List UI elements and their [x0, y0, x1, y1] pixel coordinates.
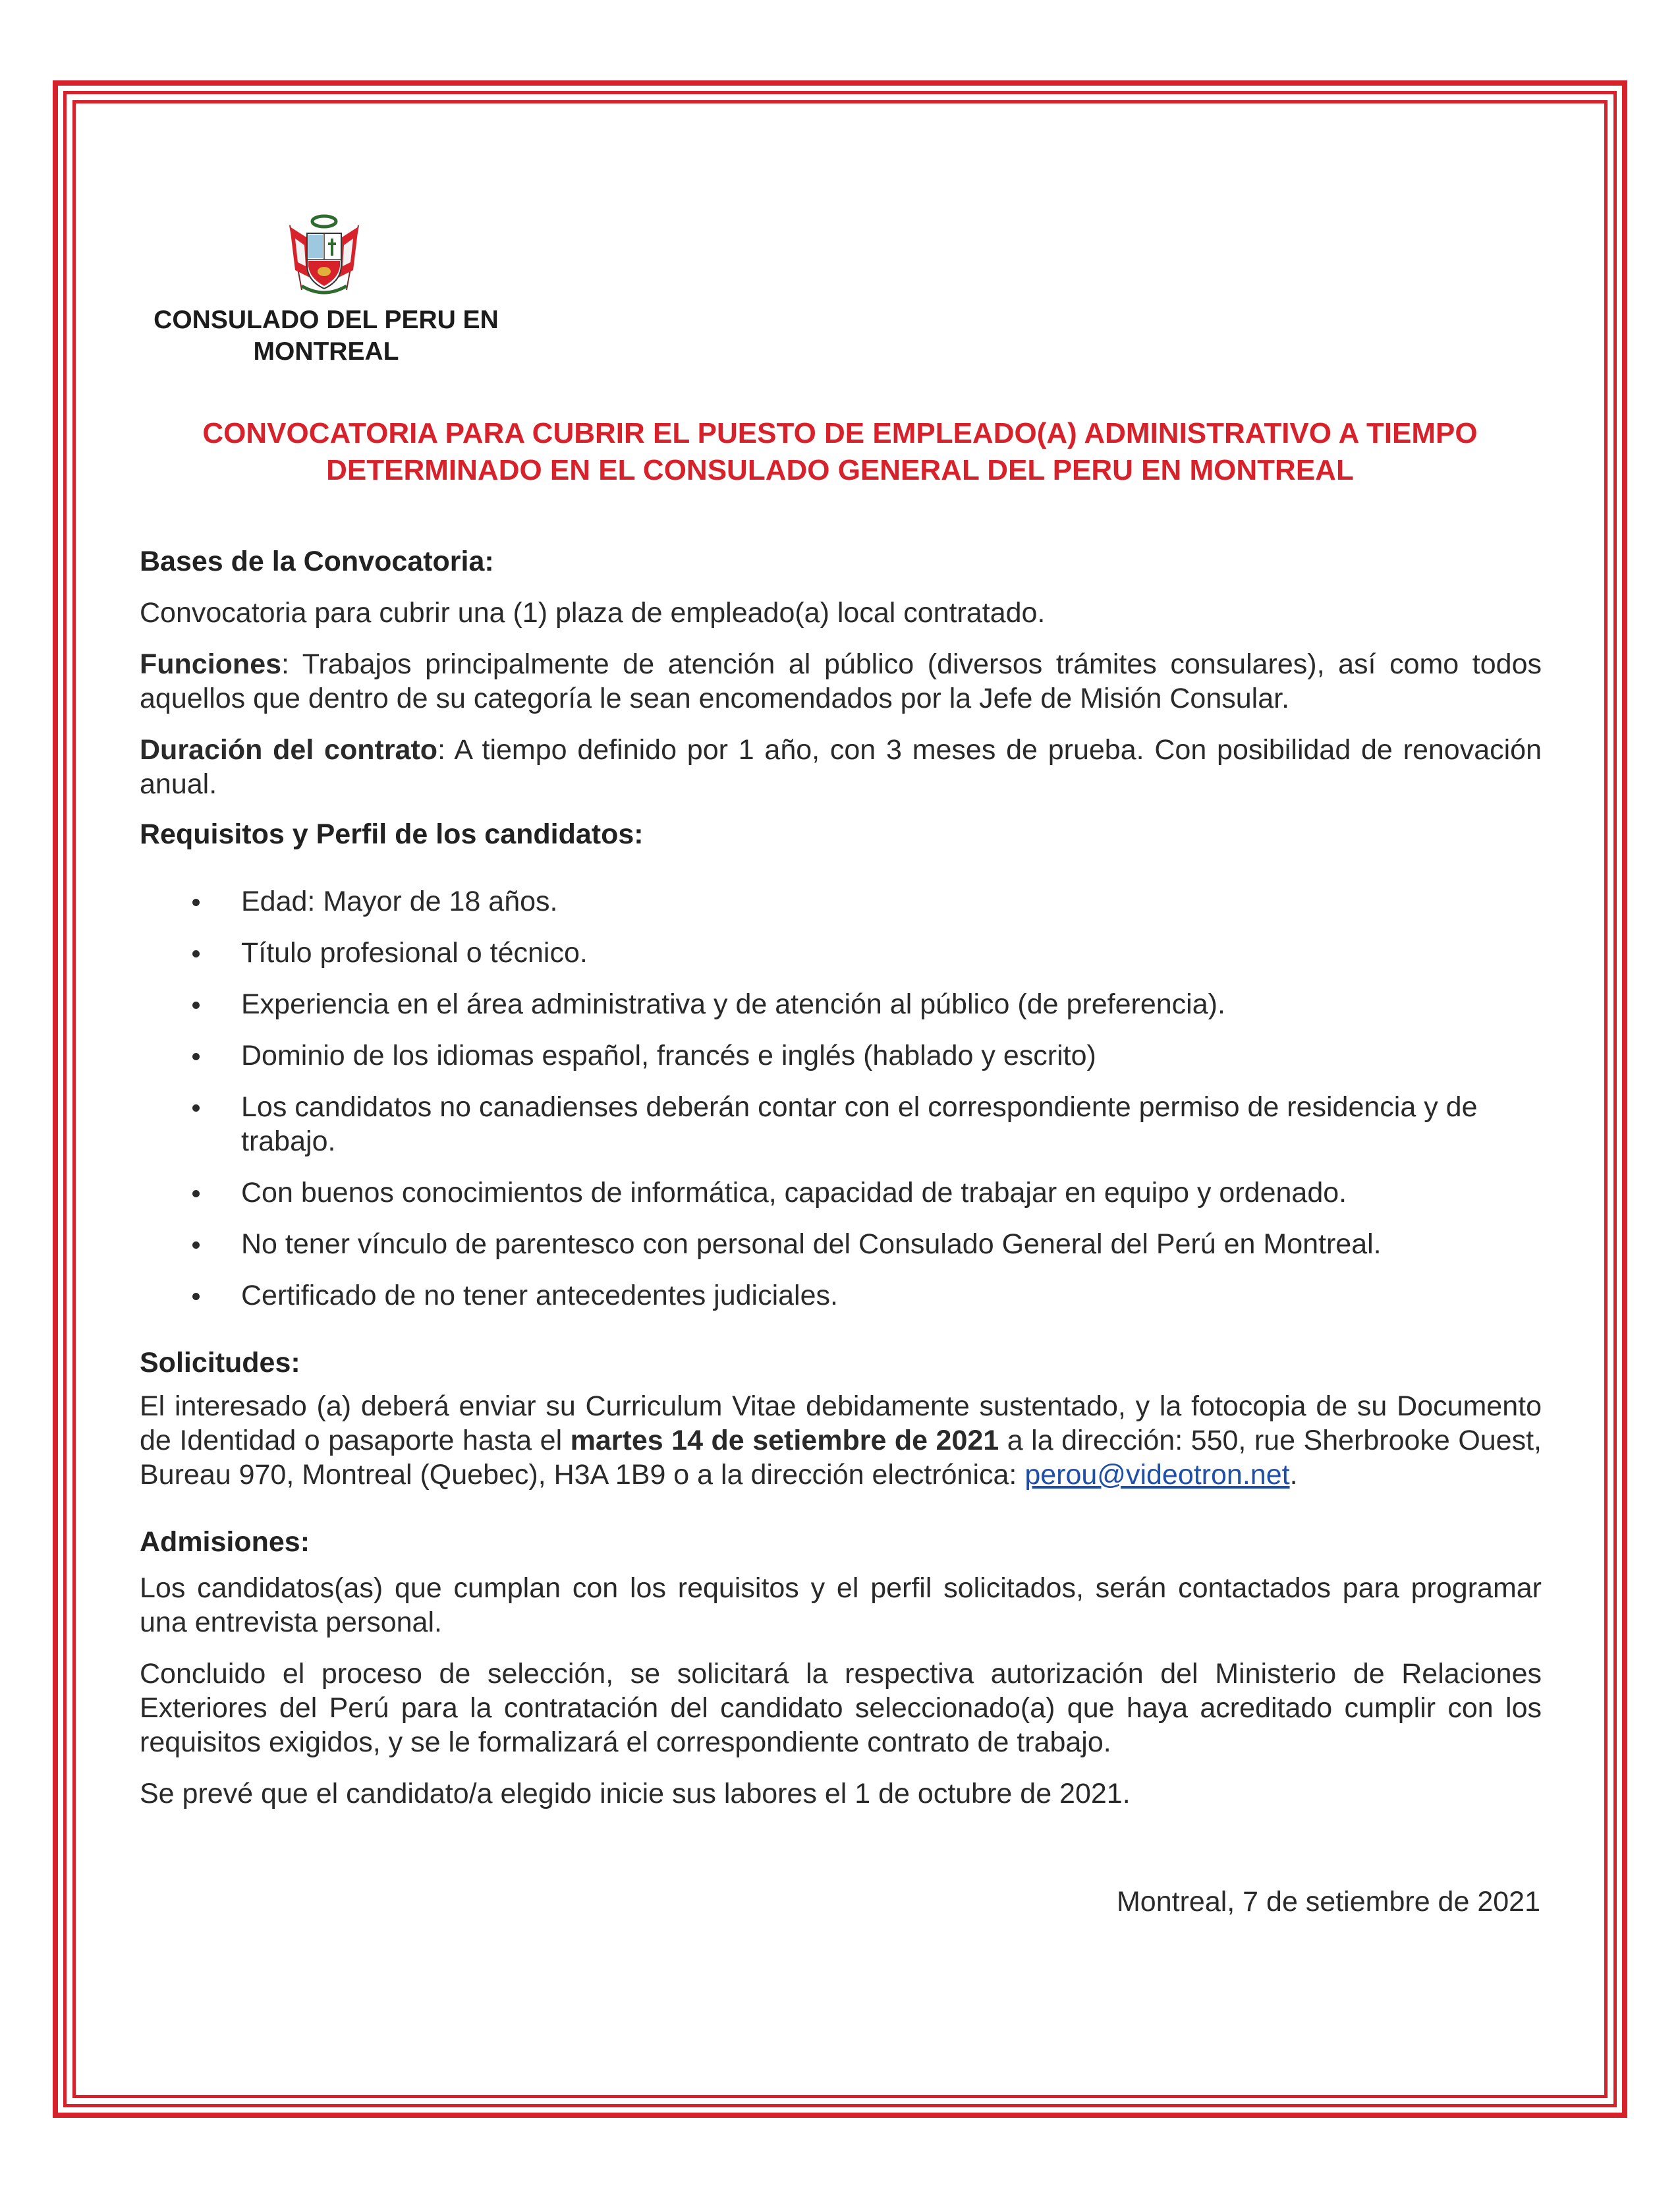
document-body	[140, 544, 1542, 1811]
duracion-paragraph	[140, 733, 1542, 801]
funciones-paragraph	[140, 647, 1542, 716]
bases-heading: Bases de la Convocatoria:	[140, 546, 494, 577]
document-title-line2: DETERMINADO EN EL CONSULADO GENERAL DEL PERU EN MONTREAL	[326, 454, 1354, 486]
admisiones-heading: Admisiones:	[140, 1526, 310, 1558]
requisito-item: Dominio de los idiomas español, francés e inglés (hablado y escrito)	[140, 1039, 1542, 1073]
requisito-item: No tener vínculo de parentesco con personal del Consulado General del Perú en Montreal.	[140, 1227, 1542, 1261]
peru-coat-of-arms-icon	[275, 212, 373, 304]
requisito-item: Título profesional o técnico.	[140, 936, 1542, 970]
signature-date: Montreal, 7 de setiembre de 2021	[1116, 1886, 1540, 1918]
requisito-item: Edad: Mayor de 18 años.	[140, 884, 1542, 919]
consulate-name	[132, 304, 520, 368]
solicitudes-text-before: El interesado (a) deberá enviar su Curriculum Vitae debidamente sustentado, y la fotocopia de su Documento de Identidad o pasaporte hasta el	[140, 1390, 1542, 1456]
bases-intro: Convocatoria para cubrir una (1) plaza de empleado(a) local contratado.	[140, 597, 1046, 629]
solicitudes-paragraph	[140, 1389, 1542, 1492]
requisito-item: Con buenos conocimientos de informática, capacidad de trabajar en equipo y ordenado.	[140, 1176, 1542, 1210]
requisito-item: Experiencia en el área administrativa y de atención al público (de preferencia).	[140, 987, 1542, 1021]
admisiones-paragraph-2: Concluido el proceso de selección, se solicitará la respectiva autorización del Ministerio de Relaciones Exteriores del Perú para la contratación del candidato seleccionado(a) que haya acreditado cumplir con los requisitos exigidos, y se le formalizará el correspondiente contrato de trabajo.	[140, 1658, 1542, 1758]
requisito-item: Los candidatos no canadienses deberán contar con el correspondiente permiso de residencia y de trabajo.	[140, 1090, 1542, 1158]
document-title-line1: CONVOCATORIA PARA CUBRIR EL PUESTO DE EMPLEADO(A) ADMINISTRATIVO A TIEMPO	[202, 417, 1478, 449]
admisiones-paragraph-1: Los candidatos(as) que cumplan con los requisitos y el perfil solicitados, serán contactados para programar una entrevista personal.	[140, 1572, 1542, 1638]
requisitos-list	[140, 884, 1542, 1313]
solicitudes-heading: Solicitudes:	[140, 1347, 300, 1379]
consulate-name-line2: MONTREAL	[253, 337, 399, 366]
email-link[interactable]: perou@videotron.net	[1024, 1459, 1290, 1491]
funciones-label: Funciones	[140, 648, 282, 680]
duracion-text: : A tiempo definido por 1 año, con 3 meses de prueba. Con posibilidad de renovación anual.	[140, 734, 1542, 800]
funciones-text: : Trabajos principalmente de atención al público (diversos trámites consulares), así como todos aquellos que dentro de su categoría le sean encomendados por la Jefe de Misión Consular.	[140, 648, 1542, 714]
requisito-item: Certificado de no tener antecedentes judiciales.	[140, 1278, 1542, 1313]
requisitos-heading: Requisitos y Perfil de los candidatos:	[140, 818, 644, 850]
duracion-label: Duración del contrato	[140, 734, 438, 766]
solicitudes-end: .	[1289, 1459, 1298, 1491]
solicitudes-deadline: martes 14 de setiembre de 2021	[570, 1425, 999, 1456]
document-title	[132, 415, 1548, 489]
solicitudes-text-after: a la dirección: 550, rue Sherbrooke Ouest, Bureau 970, Montreal (Quebec), H3A 1B9 o a la dirección electrónica:	[140, 1425, 1542, 1491]
consulate-name-line1: CONSULADO DEL PERU EN	[154, 306, 499, 334]
admisiones-paragraph-3: Se prevé que el candidato/a elegido inicie sus labores el 1 de octubre de 2021.	[140, 1778, 1131, 1809]
